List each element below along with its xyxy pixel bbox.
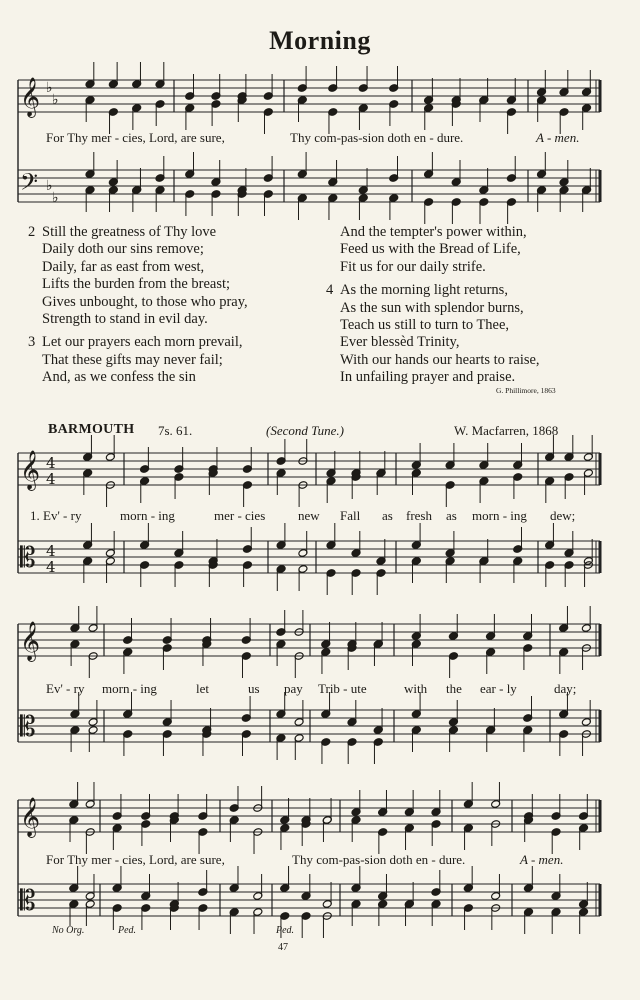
verse-line: [28, 294, 248, 311]
lyric-word: morn - ing: [472, 508, 527, 523]
lyric-word: us: [248, 681, 260, 696]
lyric-segment: For Thy mer - cies, Lord, are sure,: [46, 852, 225, 867]
verse-line: [28, 311, 248, 328]
treble-clef-icon: 𝄞: [20, 797, 41, 837]
verse-number: 3: [28, 334, 36, 351]
amen-text: A - men.: [536, 130, 580, 145]
treble-clef-icon: 𝄞: [20, 621, 41, 661]
verse-line: [326, 352, 540, 369]
verse-text: Still the greatness of Thy love: [42, 224, 217, 240]
verse-text: Fit us for our daily strife.: [340, 258, 486, 275]
verse-text: Feed us with the Bread of Life,: [340, 241, 521, 258]
no-org-note: No Org.: [52, 925, 85, 936]
verse-line: [326, 259, 540, 276]
lyric-segment: Thy com-pas-sion doth en - dure.: [292, 852, 466, 867]
barmouth-lyric-3b: [292, 852, 465, 868]
lyric-word: 1. Ev' - ry: [30, 508, 82, 523]
verse-line: [326, 369, 540, 386]
amen-text: A - men.: [520, 852, 564, 867]
flat-icon: ♭: [46, 80, 53, 96]
verse-text: Let our prayers each morn prevail,: [42, 334, 243, 351]
verse-text: Teach us still to turn to Thee,: [340, 317, 510, 334]
verse-number: 2: [28, 224, 36, 240]
verse-line: [28, 241, 248, 258]
lyric-word: Trib - ute: [318, 681, 367, 696]
verse-text: Daily doth our sins remove;: [42, 241, 204, 258]
verse-text: As the sun with splendor burns,: [340, 299, 524, 316]
verse-text: And the tempter's power within,: [340, 224, 527, 240]
lyric-word: morn - ing: [120, 508, 175, 523]
flat-icon: ♭: [52, 190, 59, 206]
verse-line: [28, 276, 248, 293]
barmouth-amen: [520, 852, 563, 868]
lyric-word: new: [298, 508, 320, 523]
verse-text: Ever blessèd Trinity,: [340, 334, 460, 351]
lyric-word: Fall: [340, 508, 361, 523]
verse-line: [326, 334, 540, 351]
lyric-line-1: [46, 130, 225, 146]
verse-line: [28, 224, 248, 241]
time-signature: 4: [46, 470, 56, 488]
ped-note-2: Ped.: [276, 925, 295, 936]
verse-line: [326, 224, 540, 241]
verse-text: With our hands our hearts to raise,: [340, 351, 540, 368]
lyric-word: Ev' - ry: [46, 681, 85, 696]
page-number: 47: [278, 942, 288, 953]
verse-text: Gives unbought, to those who pray,: [42, 293, 248, 310]
ped-note-1: Ped.: [118, 925, 137, 936]
flat-icon: ♭: [52, 92, 59, 108]
lyric-word: pay: [284, 681, 303, 696]
tenor-clef-icon: 𝄡: [20, 884, 36, 917]
verse-number: 4: [326, 282, 334, 299]
tune-composer: W. Macfarren, 1868: [454, 423, 559, 438]
bass-clef-icon: 𝄢: [20, 168, 39, 201]
lyric-word: mer - cies: [214, 508, 266, 523]
lyric-word: morn - ing: [102, 681, 157, 696]
verse-text: Lifts the burden from the breast;: [42, 276, 231, 293]
verse-line: [326, 300, 540, 317]
verses-right: [326, 224, 540, 387]
verses-left: [28, 224, 248, 387]
verse-text: Strength to stand in evil day.: [42, 311, 208, 328]
lyric-word: the: [446, 681, 462, 696]
time-signature: 4: [46, 542, 56, 560]
barmouth-lyric-3a: [46, 852, 225, 868]
verse-text: That these gifts may never fail;: [42, 351, 223, 368]
lyric-word: dew;: [550, 508, 576, 523]
verse-text: In unfailing prayer and praise.: [340, 369, 516, 386]
tenor-clef-icon: 𝄡: [20, 541, 36, 574]
hymn-title: Morning: [269, 26, 371, 55]
lyric-word: day;: [554, 681, 577, 696]
lyric-segment: Thy com-pas-sion doth en - dure.: [290, 130, 464, 145]
tune-note: (Second Tune.): [266, 423, 344, 438]
lyric-word: as: [446, 508, 457, 523]
flat-icon: ♭: [46, 178, 53, 194]
verse-line: [28, 352, 248, 369]
lyric-word: as: [382, 508, 393, 523]
verse-text: As the morning light returns,: [340, 282, 508, 299]
verse-text: And, as we confess the sin: [42, 369, 196, 386]
treble-clef-icon: 𝄞: [20, 450, 41, 490]
tune-name: BARMOUTH: [48, 422, 135, 437]
lyric-word: with: [404, 681, 428, 696]
lyric-segment: For Thy mer - cies, Lord, are sure,: [46, 130, 225, 145]
hymn-author: G. Phillimore, 1863: [496, 386, 556, 395]
time-signature: 4: [46, 454, 56, 472]
verse-line: [28, 259, 248, 276]
verse-line: [326, 241, 540, 258]
time-signature: 4: [46, 558, 56, 576]
lyric-word: ear - ly: [480, 681, 517, 696]
verse-text: Daily, far as east from west,: [42, 258, 205, 275]
lyric-word: fresh: [406, 508, 432, 523]
lyric-line-1b: [290, 130, 463, 146]
amen-lyric: [536, 130, 579, 146]
verse-line: [28, 369, 248, 386]
verse-line: [326, 317, 540, 334]
verse-line: [28, 334, 248, 351]
treble-clef-icon: 𝄞: [20, 77, 41, 117]
verse-line: [326, 282, 540, 299]
tune-meter: 7s. 61.: [158, 423, 193, 438]
lyric-word: let: [196, 681, 209, 696]
tenor-clef-icon: 𝄡: [20, 710, 36, 743]
